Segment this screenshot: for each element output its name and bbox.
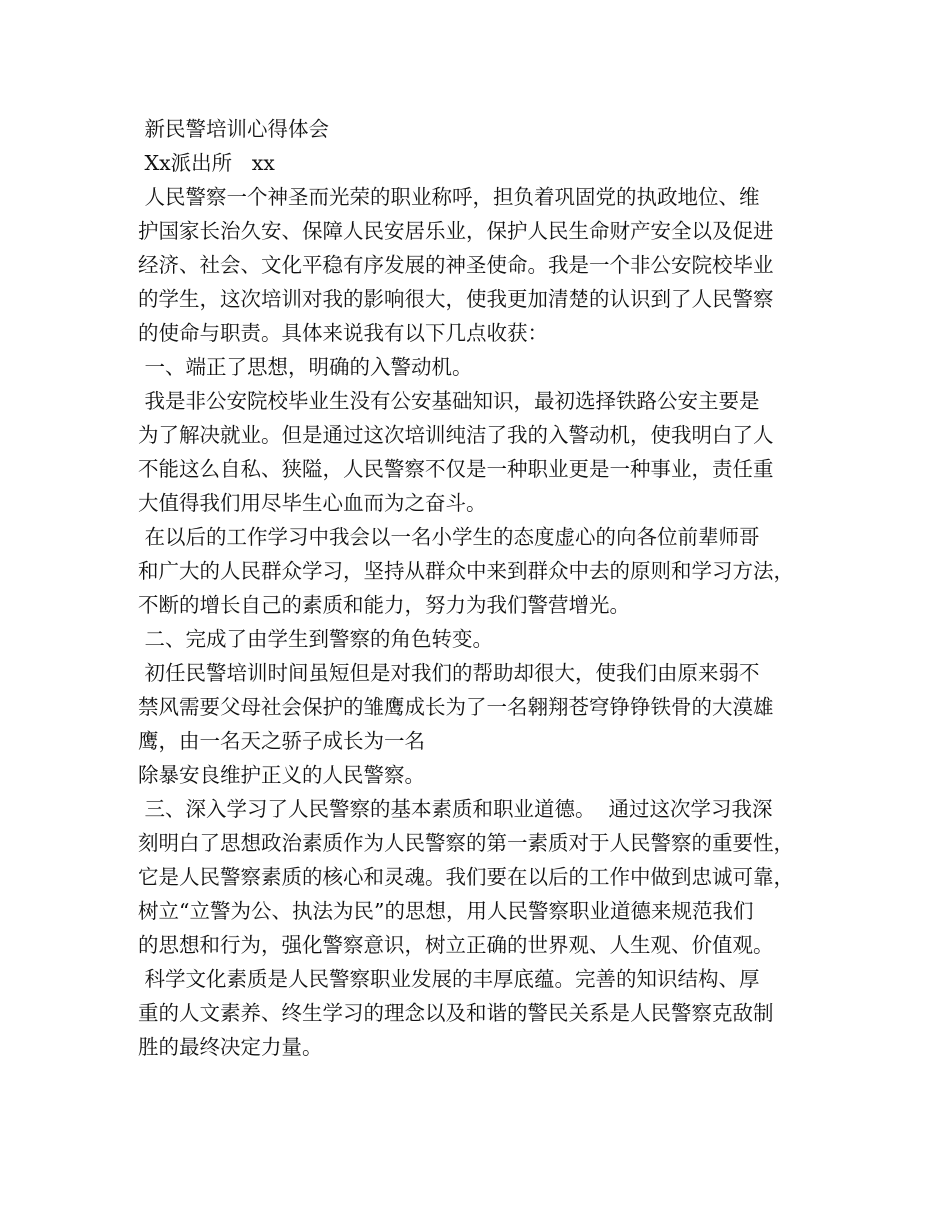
text-line: 刻明白了思想政治素质作为人民警察的第一素质对于人民警察的重要性， bbox=[138, 831, 794, 855]
section-heading-3: 三、深入学习了人民警察的基本素质和职业道德。 通过这次学习我深 bbox=[138, 797, 773, 821]
text-line: 的思想和行为，强化警察意识，树立正确的世界观、人生观、价值观。 bbox=[138, 933, 774, 957]
text-line: 胜的最终决定力量。 bbox=[138, 1035, 323, 1059]
text-line: 树立“立警为公、执法为民”的思想，用人民警察职业道德来规范我们 bbox=[138, 899, 754, 923]
text-line: 不断的增长自己的素质和能力，努力为我们警营增光。 bbox=[138, 593, 630, 617]
text-line: 不能这么自私、狭隘，人民警察不仅是一种职业更是一种事业，责任重 bbox=[138, 457, 774, 481]
text-line: 我是非公安院校毕业生没有公安基础知识，最初选择铁路公安主要是 bbox=[138, 389, 760, 413]
text-line: 重的人文素养、终生学习的理念以及和谐的警民关系是人民警察克敌制 bbox=[138, 1001, 774, 1025]
text-line: 经济、社会、文化平稳有序发展的神圣使命。我是一个非公安院校毕业 bbox=[138, 253, 774, 277]
document-byline: Xx派出所 xx bbox=[138, 151, 275, 175]
text-line: 大值得我们用尽毕生心血而为之奋斗。 bbox=[138, 491, 487, 515]
text-line: 和广大的人民群众学习，坚持从群众中来到群众中去的原则和学习方法， bbox=[138, 559, 794, 583]
text-line: 的学生，这次培训对我的影响很大，使我更加清楚的认识到了人民警察 bbox=[138, 287, 774, 311]
section-heading-1: 一、端正了思想，明确的入警动机。 bbox=[138, 355, 473, 379]
text-line: 为了解决就业。但是通过这次培训纯洁了我的入警动机，使我明白了人 bbox=[138, 423, 774, 447]
text-line: 的使命与职责。具体来说我有以下几点收获： bbox=[138, 321, 548, 345]
text-line: 护国家长治久安、保障人民安居乐业，保护人民生命财产安全以及促进 bbox=[138, 219, 774, 243]
text-line: 它是人民警察素质的核心和灵魂。我们要在以后的工作中做到忠诚可靠， bbox=[138, 865, 794, 889]
text-line: 人民警察一个神圣而光荣的职业称呼，担负着巩固党的执政地位、维 bbox=[138, 185, 760, 209]
text-line: 在以后的工作学习中我会以一名小学生的态度虚心的向各位前辈师哥 bbox=[138, 525, 760, 549]
document-body bbox=[138, 112, 828, 1064]
document-title: 新民警培训心得体会 bbox=[138, 117, 330, 141]
text-line: 除暴安良维护正义的人民警察。 bbox=[138, 763, 425, 787]
text-line: 禁风需要父母社会保护的雏鹰成长为了一名翱翔苍穹铮铮铁骨的大漠雄 bbox=[138, 695, 774, 719]
section-heading-2: 二、完成了由学生到警察的角色转变。 bbox=[138, 627, 494, 651]
text-line: 科学文化素质是人民警察职业发展的丰厚底蕴。完善的知识结构、厚 bbox=[138, 967, 760, 991]
text-line: 鹰，由一名天之骄子成长为一名 bbox=[138, 729, 425, 753]
text-line: 初任民警培训时间虽短但是对我们的帮助却很大，使我们由原来弱不 bbox=[138, 661, 760, 685]
